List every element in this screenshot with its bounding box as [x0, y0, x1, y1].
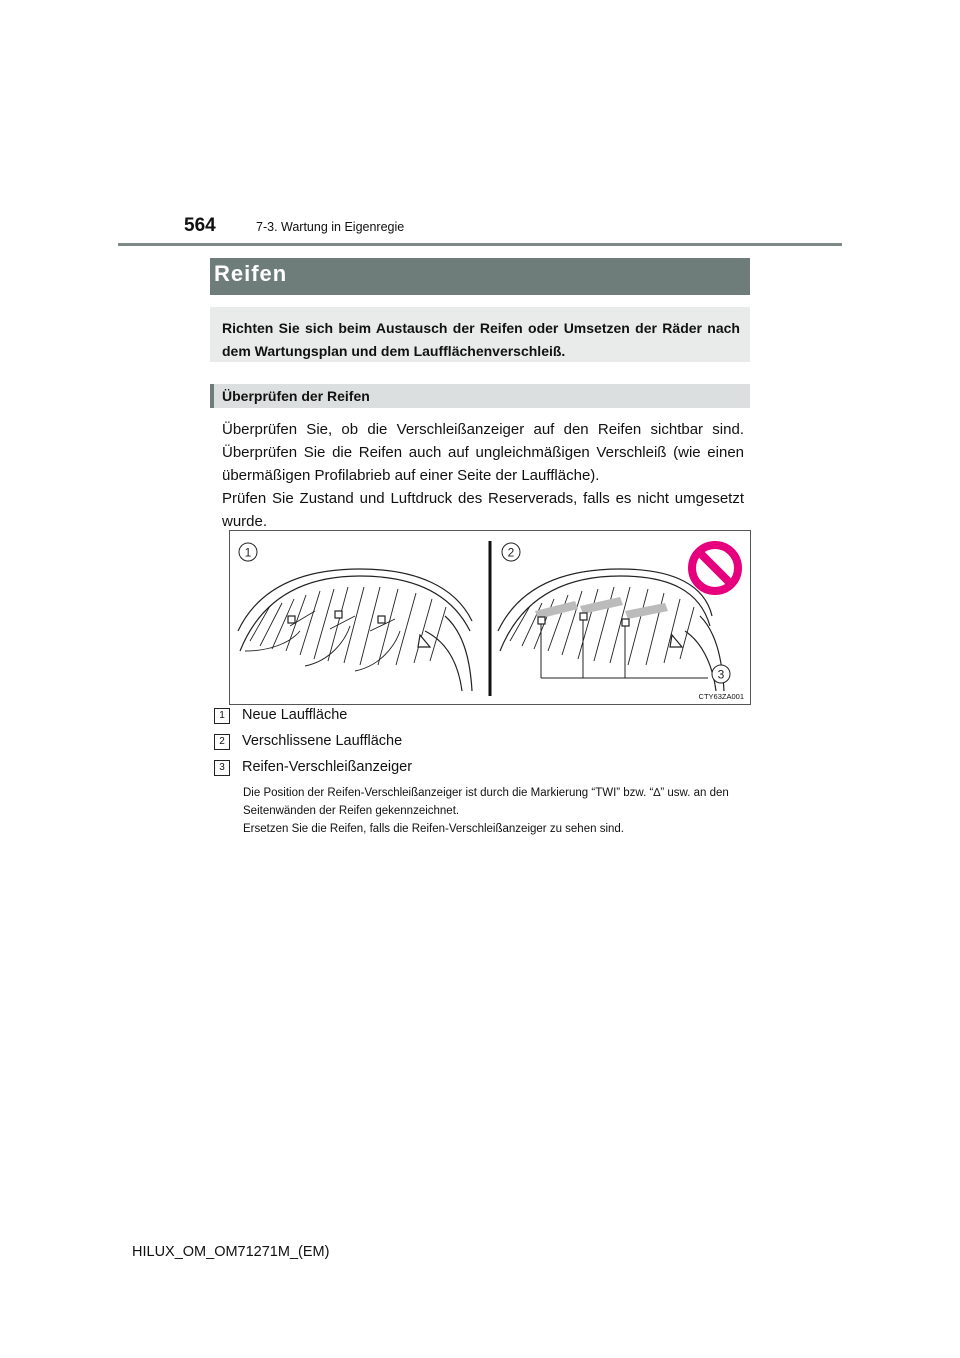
section-header: 7-3. Wartung in Eigenregie	[256, 220, 405, 234]
marker-3	[712, 665, 730, 683]
tire-wear-figure	[229, 530, 751, 705]
note	[243, 784, 753, 838]
legend-number: 3	[214, 760, 230, 776]
body-text	[222, 418, 744, 533]
marker-1	[239, 543, 257, 561]
subsection-title: Überprüfen der Reifen	[222, 388, 370, 404]
title-bar	[210, 258, 750, 295]
page-title: Reifen	[214, 261, 288, 286]
legend-number: 1	[214, 708, 230, 724]
note-line-2: Ersetzen Sie die Reifen, falls die Reifen-Verschleißanzeiger zu sehen sind.	[243, 823, 624, 835]
legend-number: 2	[214, 734, 230, 750]
body-paragraph-2: Prüfen Sie Zustand und Luftdruck des Reserverads, falls es nicht umgesetzt wurde.	[222, 490, 744, 530]
marker-3-label: 3	[717, 667, 725, 682]
subsection-accent	[210, 384, 214, 408]
no-entry-icon	[692, 545, 738, 591]
new-tread-illustration	[238, 569, 472, 691]
body-paragraph-1: Überprüfen Sie, ob die Verschleißanzeiger auf den Reifen sichtbar sind. Überprüfen Sie die Reifen auch auf ungleichmäßigen Verschleiß (wie einen übermäßigen Profilabrieb auf einer Seite der Lauffläche).	[222, 421, 744, 484]
header-rule	[118, 243, 842, 246]
tire-illustration	[230, 531, 750, 704]
worn-tread-illustration	[498, 569, 724, 691]
figure-code: CTY63ZA001	[698, 692, 744, 701]
subsection-bar	[210, 384, 750, 408]
legend-label: Reifen-Verschleißanzeiger	[242, 759, 413, 775]
legend-label: Neue Lauffläche	[242, 707, 348, 723]
marker-1-label: 1	[244, 545, 252, 560]
note-line-1: Die Position der Reifen-Verschleißanzeiger ist durch die Markierung “TWI” bzw. “∆” usw. an den Seitenwänden der Reifen gekennzeichnet.	[243, 787, 729, 817]
marker-2	[502, 543, 520, 561]
intro-text: Richten Sie sich beim Austausch der Reifen oder Umsetzen der Räder nach dem Wartungsplan und dem Laufflächenverschleiß.	[222, 320, 740, 359]
intro-box	[210, 307, 750, 362]
marker-2-label: 2	[507, 545, 515, 560]
footer-doc-id: HILUX_OM_OM71271M_(EM)	[132, 1244, 330, 1260]
legend-label: Verschlissene Lauffläche	[242, 733, 403, 749]
page-number: 564	[184, 215, 216, 236]
